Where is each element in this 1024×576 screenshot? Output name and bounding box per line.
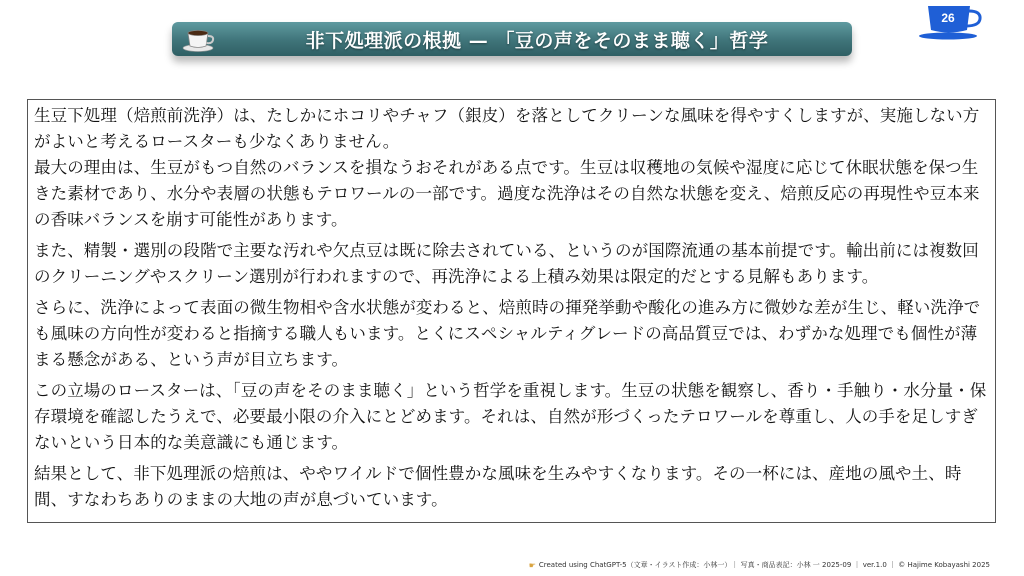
paragraph: さらに、洗浄によって表面の微生物相や含水状態が変わると、焙煎時の揮発挙動や酸化の進み方に微妙な差が生じ、軽い洗浄でも風味の方向性が変わると指摘する職人もいます。とくにスペシャルティグレードの高品質豆では、わずかな処理でも個性が薄まる懸念がある、という声が目立ちます。	[34, 298, 981, 369]
footer	[529, 560, 990, 570]
footer-credits: Created using ChatGPT-5（文章・イラスト作成：小林一）｜ 写真・商品表記：小林 一 2025-09 ｜ ver.1.0 ｜ © Hajime Kobayashi 2025	[538, 561, 990, 569]
page-number: 26	[941, 11, 955, 25]
title-banner	[172, 22, 852, 56]
paragraph: 生豆下処理（焙煎前洗浄）は、たしかにホコリやチャフ（銀皮）を落としてクリーンな風味を得やすくしますが、実施しない方がよいと考えるロースターも少なくありません。	[34, 106, 980, 151]
paragraph: 結果として、非下処理派の焙煎は、ややワイルドで個性豊かな風味を生みやすくなります。その一杯には、産地の風や土、時間、すなわちありのままの大地の声が息づいています。	[34, 464, 962, 509]
coffee-cup-icon	[182, 25, 216, 53]
content-box	[27, 99, 996, 523]
paragraph: また、精製・選別の段階で主要な汚れや欠点豆は既に除去されている、というのが国際流通の基本前提です。輸出前には複数回のクリーニングやスクリーン選別が行われますので、再洗浄による上積み効果は限定的だとする見解もあります。	[34, 241, 979, 286]
paragraph: 最大の理由は、生豆がもつ自然のバランスを損なうおそれがある点です。生豆は収穫地の気候や湿度に応じて休眠状態を保つ生きた素材であり、水分や表層の状態もテロワールの一部です。過度な洗浄はその自然な状態を変え、焙煎反応の再現性や豆本来の香味バランスを崩す可能性があります。	[34, 158, 980, 229]
paragraph: この立場のロースターは、「豆の声をそのまま聴く」という哲学を重視します。生豆の状態を観察し、香り・手触り・水分量・保存環境を確認したうえで、必要最小限の介入にとどめます。それは、自然が形づくったテロワールを尊重し、人の手を足しすぎないという日本的な美意識にも通じます。	[34, 381, 987, 452]
page-title: 非下処理派の根拠 — 「豆の声をそのまま聴く」哲学	[305, 29, 769, 52]
pointing-hand-icon: ☛	[528, 560, 536, 570]
